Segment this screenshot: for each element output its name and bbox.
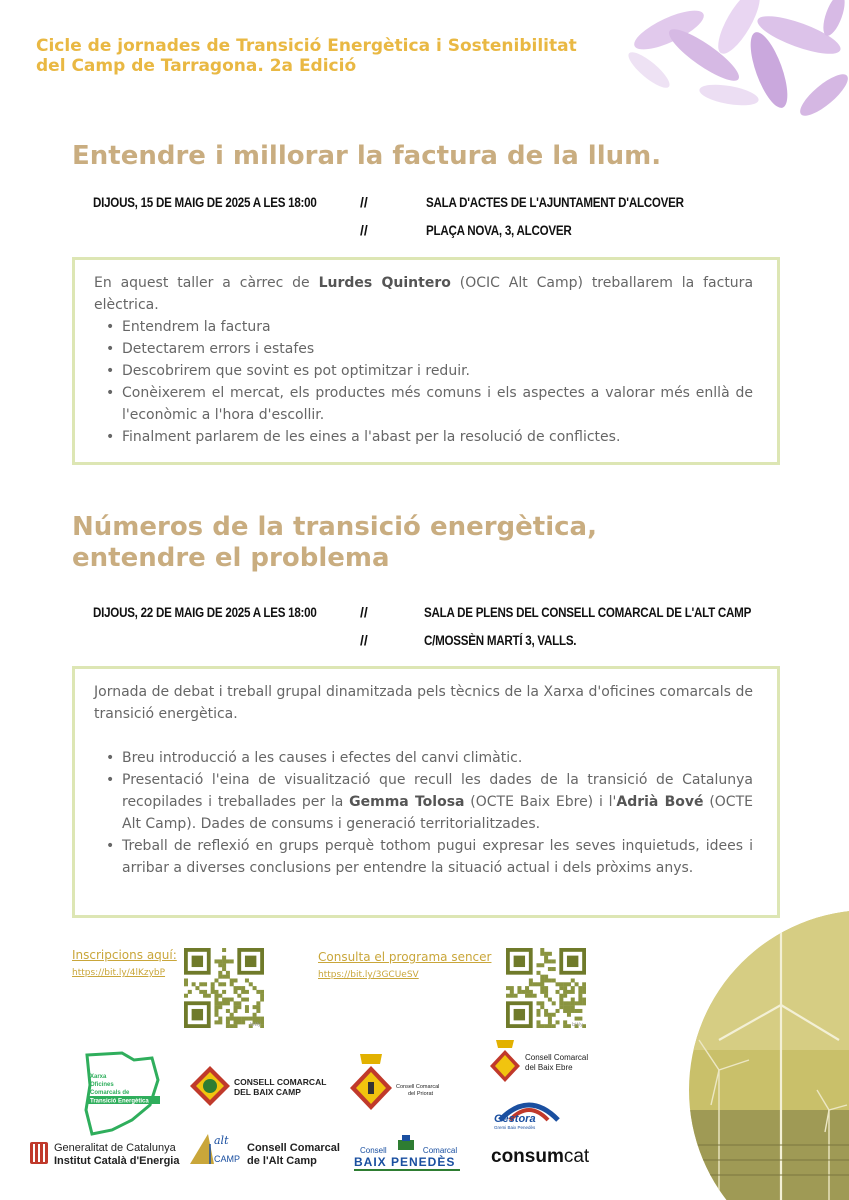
register-link-url[interactable]: https://bit.ly/4lKzybP <box>72 968 166 978</box>
watercolor-flowers-decoration <box>609 0 849 140</box>
xarxa-logo-line: Oficines <box>90 1082 114 1088</box>
session1-description-box <box>72 257 780 465</box>
session1-date: DIJOUS, 15 DE MAIG DE 2025 A LES 18:00 <box>93 195 317 210</box>
list-item: • Entendrem la factura <box>104 316 753 338</box>
session1-title: Entendre i millorar la factura de la llum. <box>72 141 662 171</box>
xarxa-logo-line: Comarcals de <box>90 1090 130 1096</box>
qr-brand-label: bitly <box>572 1022 583 1028</box>
session2-intro: Jornada de debat i treball grupal dinamitzada pels tècnics de la Xarxa d'oficines comarcals de transició energètica. <box>94 684 753 722</box>
baix-camp-emblem-icon <box>188 1064 232 1108</box>
register-qr-code[interactable] <box>184 948 264 1028</box>
session1-address: PLAÇA NOVA, 3, ALCOVER <box>426 223 572 238</box>
list-item: • Detectarem errors i estafes <box>104 338 753 360</box>
xarxa-logo-line: Xarxa <box>90 1074 107 1080</box>
program-qr-code[interactable] <box>506 948 586 1028</box>
priorat-emblem-icon <box>348 1052 394 1114</box>
wind-turbines-photo <box>689 910 849 1200</box>
speaker-name: Adrià Bové <box>616 794 704 810</box>
session1-speaker: Lurdes Quintero <box>318 275 451 291</box>
list-item: • Breu introducció a les causes i efectes del canvi climàtic. <box>104 747 753 769</box>
session2-separator-2: // <box>360 632 368 648</box>
alt-camp-mark-bottom: CAMP <box>214 1154 241 1164</box>
program-link-url[interactable]: https://bit.ly/3GCUeSV <box>318 970 419 980</box>
alt-camp-mark-top: alt <box>214 1134 229 1147</box>
speaker-name: Gemma Tolosa <box>349 794 465 810</box>
session1-separator: // <box>360 194 368 210</box>
session2-address: C/MOSSÈN MARTÍ 3, VALLS. <box>424 633 577 648</box>
xarxa-oficines-logo <box>82 1050 162 1136</box>
alt-camp-logo-text: Consell Comarcal de l'Alt Camp <box>247 1142 340 1167</box>
consumcat-logo: consumcat <box>491 1146 590 1167</box>
generalitat-icaen-logo-text: Generalitat de Catalunya Institut Català d'Energia <box>54 1142 180 1167</box>
session2-place: SALA DE PLENS DEL CONSELL COMARCAL DE L'ALT CAMP <box>424 605 752 620</box>
gestora-logo-subtitle: Gremi Baix Penedès <box>494 1125 536 1130</box>
baix-ebre-emblem-icon <box>488 1038 522 1084</box>
session1-separator-2: // <box>360 222 368 238</box>
xarxa-logo-line: Transició Energètica <box>90 1098 149 1105</box>
baix-ebre-logo-text: Consell Comarcal del Baix Ebre <box>525 1053 589 1072</box>
series-title: Cicle de jornades de Transició Energètica i Sostenibilitat del Camp de Tarragona. 2a Edició <box>36 36 577 76</box>
session2-separator: // <box>360 604 368 620</box>
priorat-logo-text: Consell Comarcal del Priorat <box>396 1084 440 1097</box>
program-link-label[interactable]: Consulta el programa sencer <box>318 950 492 964</box>
session2-description-box <box>72 666 780 918</box>
session1-intro: En aquest taller a càrrec de Lurdes Quintero (OCIC Alt Camp) treballarem la factura elèctrica. <box>94 275 754 313</box>
baix-camp-logo-text: CONSELL COMARCAL DEL BAIX CAMP <box>234 1077 327 1097</box>
session2-title: Números de la transició energètica, entendre el problema <box>72 512 597 573</box>
list-item: • Presentació l'eina de visualització que recull les dades de la transició de Catalunya recopilades i treballades per la Gemma Tolosa (OCTE Baix Ebre) i l'Adrià Bové (OCTE Alt Camp). Dades de consums i generació territorialitzades. <box>104 769 753 835</box>
list-item: • Conèixerem el mercat, els productes més comuns i els aspectes a valorar més enllà de l'econòmic a l'hora d'escollir. <box>104 382 753 426</box>
session2-list <box>104 747 753 879</box>
session1-place: SALA D'ACTES DE L'AJUNTAMENT D'ALCOVER <box>426 195 684 210</box>
list-item: • Finalment parlarem de les eines a l'abast per la resolució de conflictes. <box>104 426 753 448</box>
list-item: • Descobrirem que sovint es pot optimitzar i reduir. <box>104 360 753 382</box>
register-link-label[interactable]: Inscripcions aquí: <box>72 948 177 962</box>
gestora-logo <box>492 1096 566 1130</box>
generalitat-senyera-icon <box>30 1142 48 1164</box>
list-item: • Treball de reflexió en grups perquè tothom pugui expresar les seves inquietuds, idees i arribar a diverses conclusions per entendre la situació actual i dels pròxims anys. <box>104 835 753 879</box>
gestora-logo-name: Gestora <box>494 1113 536 1125</box>
session1-list <box>104 316 753 448</box>
session2-date: DIJOUS, 22 DE MAIG DE 2025 A LES 18:00 <box>93 605 317 620</box>
qr-brand-label: bitly <box>250 1022 261 1028</box>
alt-camp-logo <box>188 1130 242 1166</box>
baix-penedes-logo-text: Consell Comarcal BAIX PENEDÈS <box>360 1146 460 1171</box>
